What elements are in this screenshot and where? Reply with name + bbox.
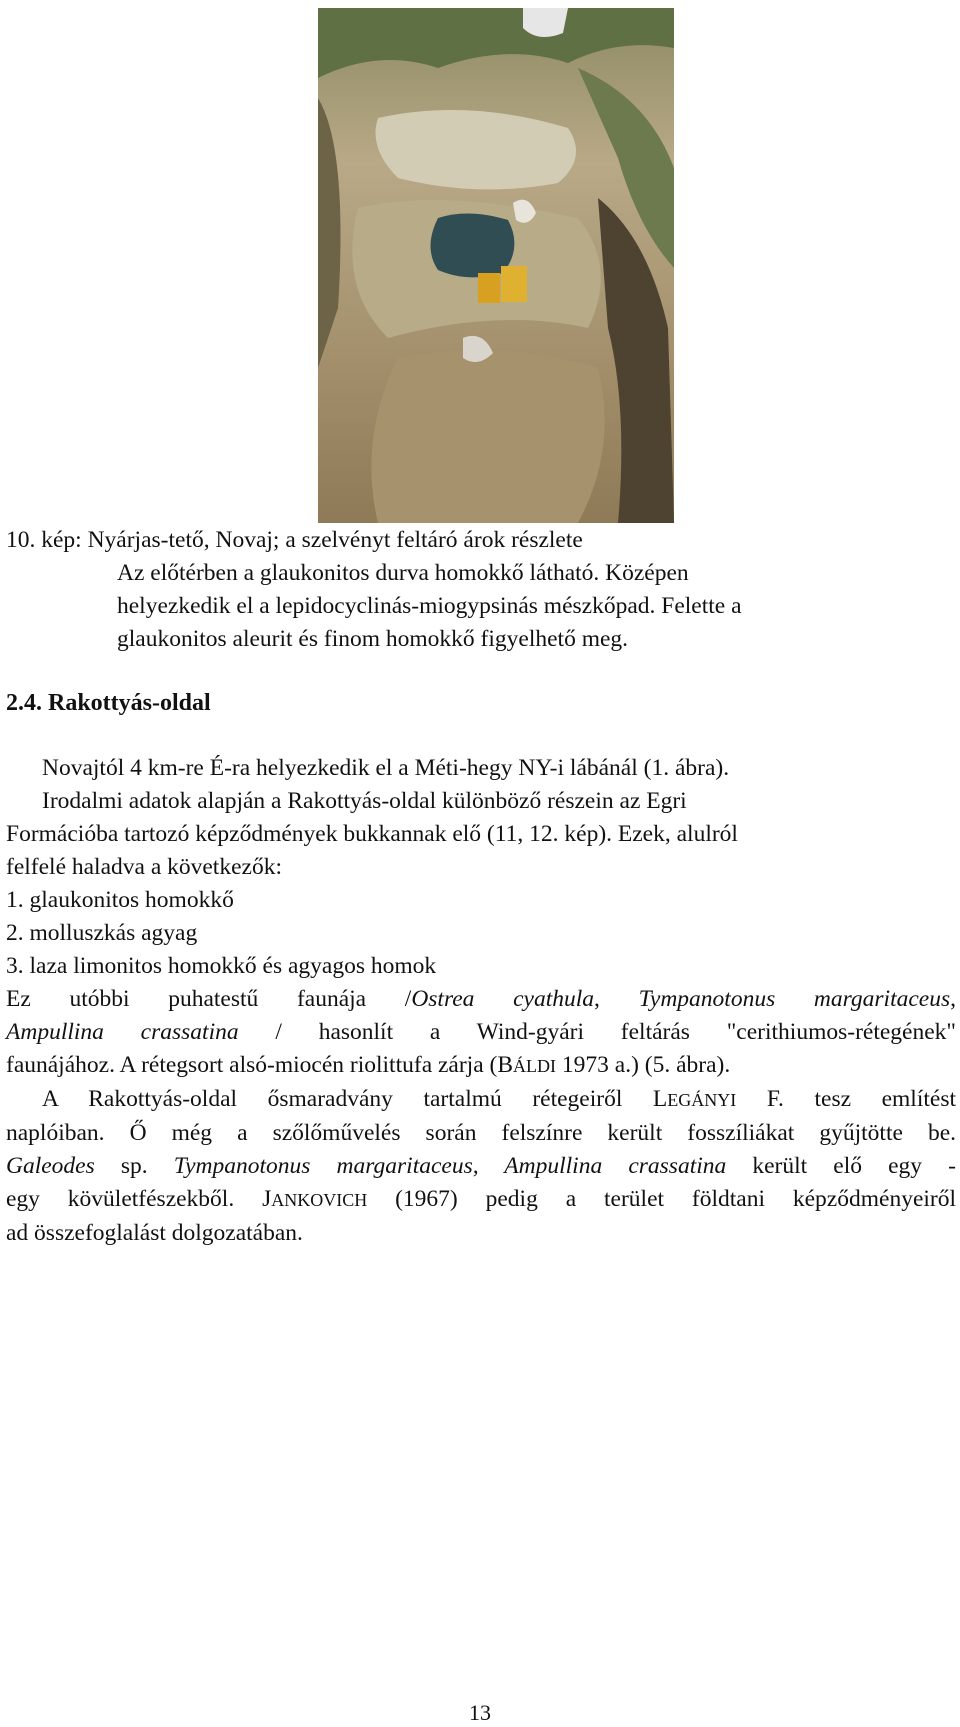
caption-line: helyezkedik el a lepidocyclinás-miogypsinás mészkőpad. Felette a (117, 593, 742, 619)
list-item: 3. laza limonitos homokkő és agyagos homok (6, 953, 437, 979)
text-run: sp. (94, 1153, 174, 1179)
page-number: 13 (469, 1700, 491, 1725)
paragraph-line: Irodalmi adatok alapján a Rakottyás-oldal különböző részein az Egri (42, 788, 687, 814)
figure-caption-title: 10. kép: Nyárjas-tető, Novaj; a szelvényt feltáró árok részlete (6, 527, 583, 553)
paragraph-line: Novajtól 4 km-re É-ra helyezkedik el a Méti-hegy NY-i lábánál (1. ábra). (42, 755, 730, 781)
paragraph-line (6, 1049, 956, 1083)
text-run: , (594, 986, 639, 1012)
paragraph-line: naplóiban. Ő még a szőlőművelés során felszínre került fosszíliákat gyűjtötte be. (6, 1120, 956, 1146)
text-run: / hasonlít a Wind-gyári feltárás "cerithiumos-rétegének" (275, 1019, 956, 1045)
paragraph-location (6, 752, 956, 1250)
text-run: 1973 a.) (5. ábra). (556, 1052, 731, 1078)
paragraph-line: ad összefoglalást dolgozatában. (6, 1220, 303, 1246)
paragraph-line: Formációba tartozó képződmények bukkannak elő (11, 12. kép). Ezek, alulról (6, 821, 738, 847)
text-run: került elő egy - (726, 1153, 956, 1179)
species-name: Ampullina crassatina (6, 1019, 239, 1045)
author-smallcaps: ÁLDI (513, 1056, 557, 1076)
text-run: Ez utóbbi puhatestű faunája / (6, 986, 412, 1012)
trench-photo (318, 8, 674, 523)
paragraph-line (6, 1083, 956, 1117)
species-name: Galeodes (6, 1153, 95, 1179)
species-name: Tympanotonus margaritaceus, Ampullina crassatina (173, 1153, 727, 1179)
species-name: Ostrea cyathula (411, 986, 595, 1012)
text-run: , (950, 986, 956, 1012)
species-name: Tympanotonus margaritaceus (638, 986, 951, 1012)
text-run: F. tesz említést (736, 1086, 956, 1112)
author-smallcaps: ANKOVICH (271, 1190, 368, 1210)
text-run: (1967) pedig a terület földtani képződményeiről (367, 1186, 957, 1212)
paragraph-line (6, 1183, 956, 1217)
paragraph-line (6, 1150, 956, 1183)
text-run: A Rakottyás-oldal ősmaradvány tartalmú rétegeiről L (42, 1086, 668, 1112)
list-item: 1. glaukonitos homokkő (6, 887, 234, 913)
trench-photo-illustration (318, 8, 674, 523)
paragraph-line (6, 1016, 956, 1049)
section-heading: 2.4. Rakottyás-oldal (6, 690, 211, 716)
paragraph-line (6, 983, 956, 1016)
paragraph-line: felfelé haladva a következők: (6, 854, 282, 880)
text-run: faunájához. A rétegsort alsó-miocén riolittufa zárja (B (6, 1052, 514, 1078)
caption-line: Az előtérben a glaukonitos durva homokkő látható. Középen (117, 560, 689, 586)
caption-line: glaukonitos aleurit és finom homokkő figyelhető meg. (117, 626, 629, 652)
text-run: egy kövületfészekből. J (6, 1186, 272, 1212)
author-smallcaps: EGÁNYI (667, 1090, 737, 1110)
figure-caption-body (117, 557, 947, 656)
list-item: 2. molluszkás agyag (6, 920, 198, 946)
